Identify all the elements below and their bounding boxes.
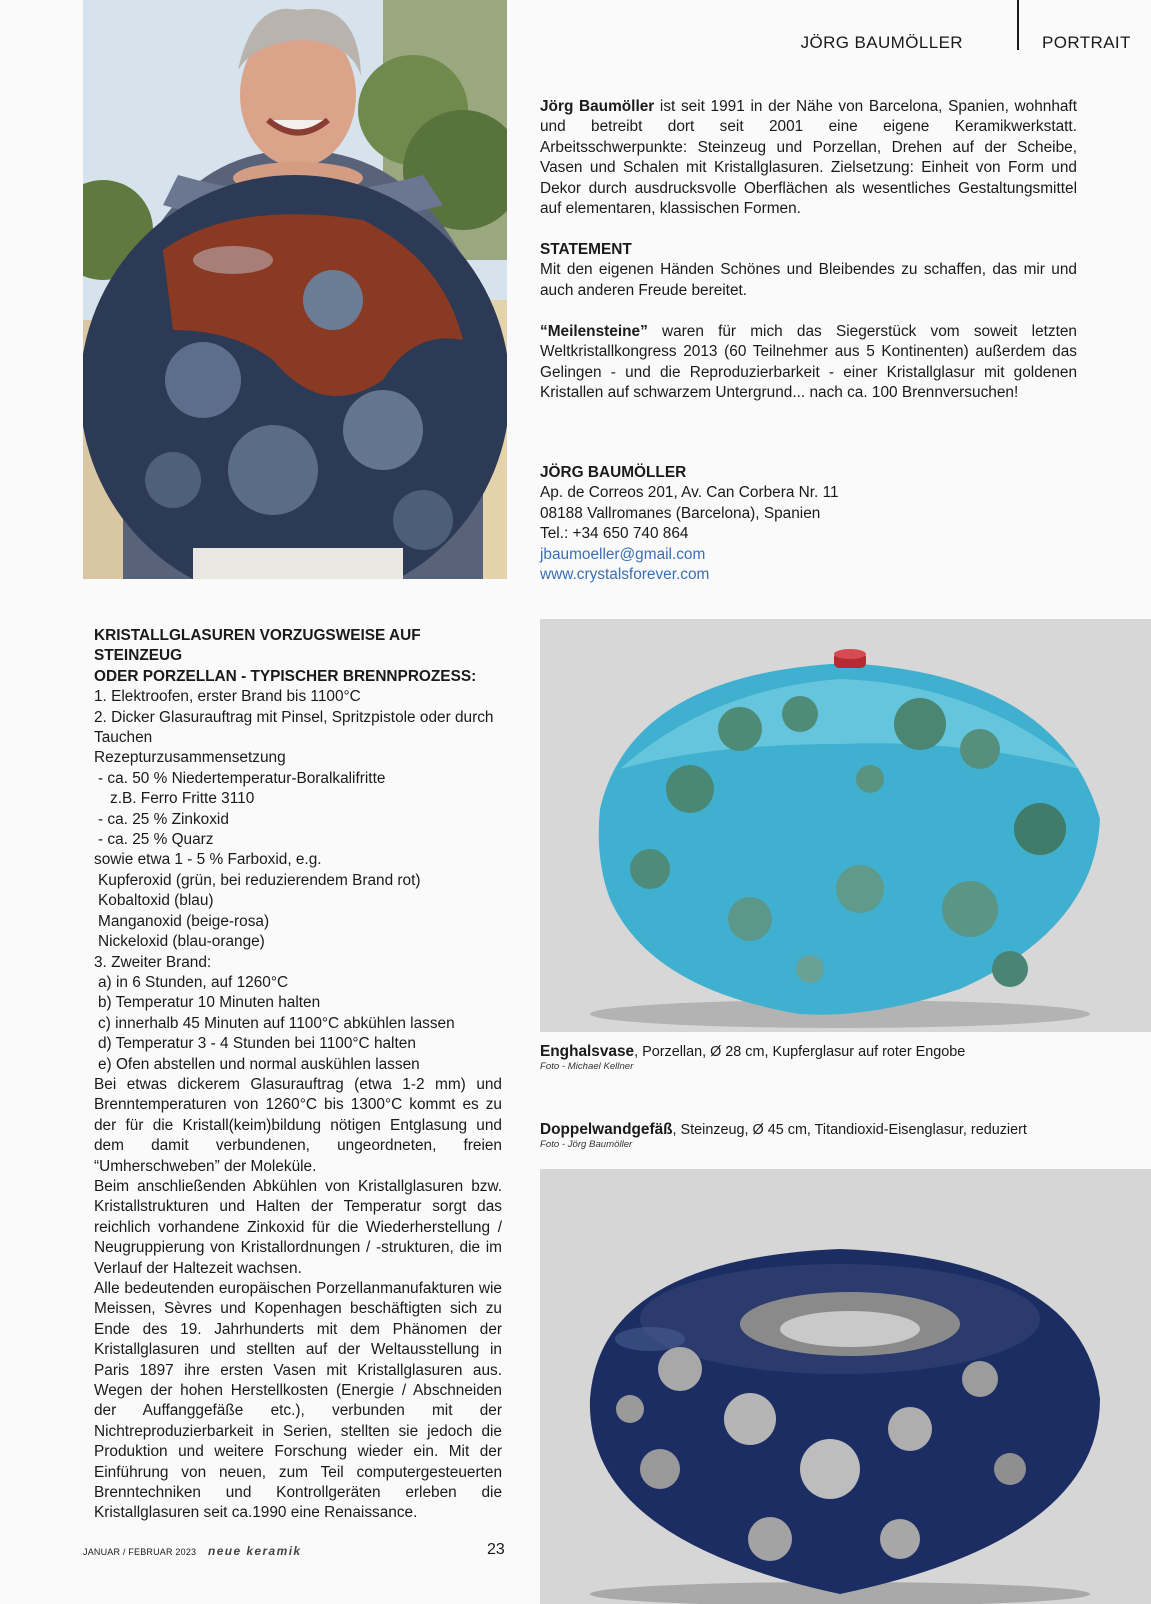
contact-name: JÖRG BAUMÖLLER	[540, 464, 687, 481]
vase-caption	[540, 1043, 1140, 1073]
contact-block	[540, 463, 1077, 585]
bio-paragraph	[540, 97, 1077, 219]
contact-email-link[interactable]: jbaumoeller@gmail.com	[540, 545, 706, 563]
milestones-text: waren für mich das Siegerstück vom soweit letzten Weltkristallkongress 2013 (60 Teilnehmer aus 5 Kontinenten) außerdem das Gelingen - und die Reproduzierbarkeit - einer Kristallglasur mit goldenen Kristallen auf schwarzem Untergrund... nach ca. 100 Brennversuchen!	[540, 323, 1077, 402]
oxide-item: Nickeloxid (blau-orange)	[98, 933, 265, 951]
footer-magazine-logo: neue keramik	[208, 1544, 302, 1558]
recipe-item: - ca. 25 % Zinkoxid	[98, 810, 229, 828]
contact-phone: Tel.: +34 650 740 864	[540, 525, 689, 543]
milestones-lead: “Meilensteine”	[540, 323, 648, 340]
oxide-item: Kupferoxid (grün, bei reduzierendem Brand rot)	[98, 871, 421, 889]
oxide-item: Kobaltoxid (blau)	[98, 892, 214, 910]
statement-section	[540, 240, 1077, 301]
process-step-3: 3. Zweiter Brand:	[94, 953, 212, 971]
contact-address-line2: 08188 Vallromanes (Barcelona), Spanien	[540, 504, 821, 522]
bowl-caption-details: , Steinzeug, Ø 45 cm, Titandioxid-Eisenglasur, reduziert	[672, 1122, 1027, 1138]
milestones-paragraph	[540, 322, 1077, 404]
header-section-label: PORTRAIT	[1042, 33, 1131, 52]
recipe-item: z.B. Ferro Fritte 3110	[110, 790, 255, 808]
process-paragraph-2: Beim anschließenden Abkühlen von Kristallglasuren bzw. Kristallstrukturen und Halten der Temperatur sorgt das reichlich vorhandene Zinkoxid für die Wiederherstellung / Neugruppierung von Kristallordnungen / -strukturen, die im Verlauf der Haltezeit wachsen.	[94, 1177, 502, 1277]
recipe-label: Rezepturzusammensetzung	[94, 749, 286, 767]
contact-website-link[interactable]: www.crystalsforever.com	[540, 566, 710, 584]
bowl-caption-title: Doppelwandgefäß	[540, 1121, 673, 1138]
firing-process-section	[94, 626, 502, 1524]
bowl-photo	[540, 1169, 1151, 1604]
firing-item: c) innerhalb 45 Minuten auf 1100°C abkühlen lassen	[98, 1014, 455, 1032]
process-heading-line1: KRISTALLGLASUREN VORZUGSWEISE AUF STEINZEUG	[94, 627, 421, 665]
page-number: 23	[487, 1541, 505, 1558]
oxides-label: sowie etwa 1 - 5 % Farboxid, e.g.	[94, 851, 322, 869]
recipe-item: - ca. 50 % Niedertemperatur-Boralkalifritte	[98, 769, 386, 787]
bio-text: ist seit 1991 in der Nähe von Barcelona, Spanien, wohnhaft und betreibt dort seit 2001 eine eigene Keramikwerkstatt. Arbeitsschwerpunkte: Steinzeug und Porzellan, Drehen auf der Scheibe, Vasen und Schalen mit Kristallglasuren. Zielsetzung: Einheit von Form und Dekor durch ausdrucksvolle Oberflächen als wesentliches Gestaltungsmittel auf elementaren, klassischen Formen.	[540, 98, 1077, 218]
recipe-item: - ca. 25 % Quarz	[98, 831, 214, 849]
process-paragraph-1: Bei etwas dickerem Glasurauftrag (etwa 1-2 mm) und Brenntemperaturen von 1260°C bis 1300°C kommt es zu der für die Kristall(keim)bildung nötigen Entglasung und dem damit verbundenen, ungeordneten, freien “Umherschweben” der Moleküle.	[94, 1075, 502, 1175]
firing-item: a) in 6 Stunden, auf 1260°C	[98, 973, 289, 991]
header-divider	[1017, 0, 1019, 50]
vase-caption-title: Enghalsvase	[540, 1043, 635, 1060]
process-step-2: 2. Dicker Glasurauftrag mit Pinsel, Spritzpistole oder durch Tauchen	[94, 708, 494, 747]
bowl-caption	[540, 1121, 1140, 1151]
process-paragraph-3: Alle bedeutenden europäischen Porzellanmanufakturen wie Meissen, Sèvres und Kopenhagen beschäftigten sich zu Ende des 19. Jahrhunderts mit dem Phänomen der Kristallglasuren und stellten auf der Weltausstellung in Paris 1897 ihre ersten Vasen mit Kristallglasuren aus. Wegen der hohen Herstellkosten (Energie / Abschneiden der Auffanggefäße etc.), verbunden mit der Nichtreproduzierbarkeit in Serien, stellten sie jedoch die Produktion und weitere Forschung wieder ein. Mit der Einführung von neuen, zum Teil computergesteuerten Brenntechniken und Kontrollgeräten erleben die Kristallglasuren seit ca.1990 eine Renaissance.	[94, 1280, 502, 1522]
bio-name: Jörg Baumöller	[540, 98, 655, 115]
statement-text: Mit den eigenen Händen Schönes und Bleibendes zu schaffen, das mir und auch anderen Freude bereitet.	[540, 261, 1077, 299]
footer-issue-date: JANUAR / FEBRUAR 2023	[83, 1547, 197, 1557]
process-step-1: 1. Elektroofen, erster Brand bis 1100°C	[94, 688, 361, 706]
header-author-name: JÖRG BAUMÖLLER	[800, 33, 963, 52]
portrait-photo	[83, 0, 507, 579]
vase-photo	[540, 619, 1151, 1032]
bowl-photo-credit: Foto - Jörg Baumöller	[540, 1139, 633, 1150]
contact-address-line1: Ap. de Correos 201, Av. Can Corbera Nr. 11	[540, 484, 839, 502]
oxide-item: Manganoxid (beige-rosa)	[98, 912, 270, 930]
process-heading-line2: ODER PORZELLAN - TYPISCHER BRENNPROZESS:	[94, 667, 477, 685]
vase-photo-credit: Foto - Michael Kellner	[540, 1061, 634, 1072]
firing-item: e) Ofen abstellen und normal auskühlen lassen	[98, 1055, 420, 1073]
firing-item: b) Temperatur 10 Minuten halten	[98, 994, 321, 1012]
firing-item: d) Temperatur 3 - 4 Stunden bei 1100°C halten	[98, 1035, 416, 1053]
statement-heading: STATEMENT	[540, 241, 632, 258]
vase-caption-details: , Porzellan, Ø 28 cm, Kupferglasur auf roter Engobe	[634, 1044, 966, 1060]
